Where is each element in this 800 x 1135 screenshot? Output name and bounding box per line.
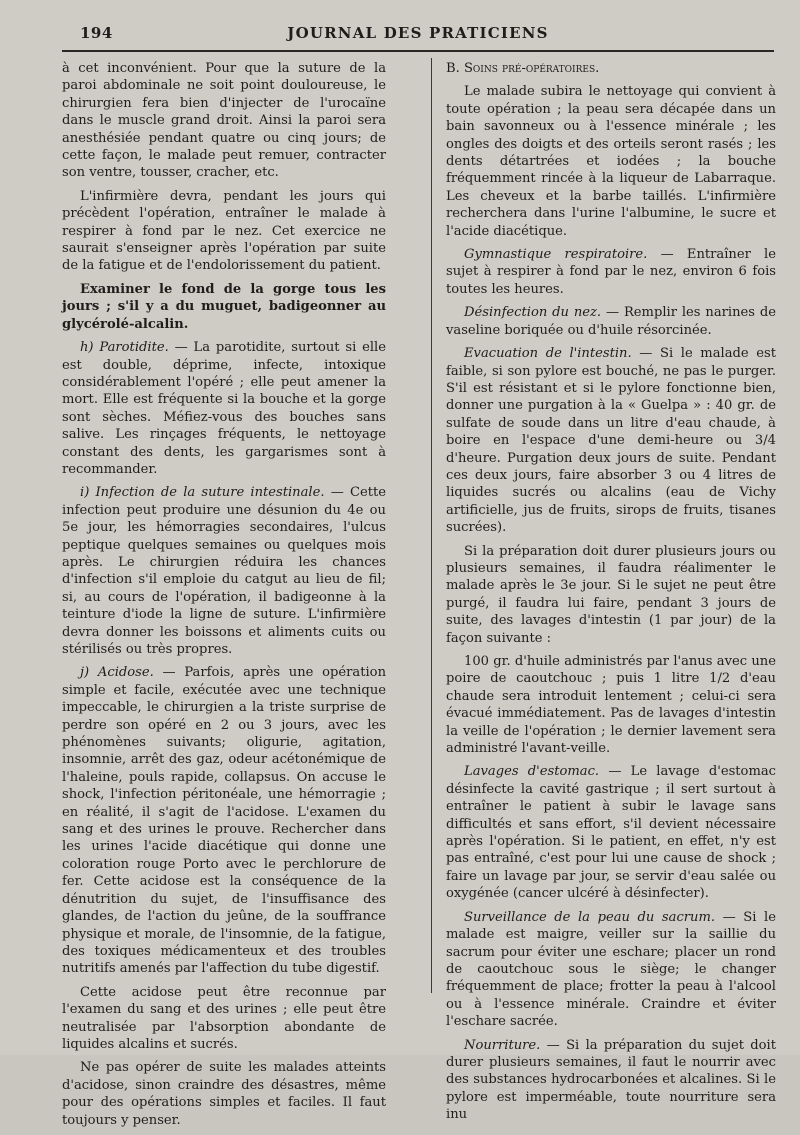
paragraph: i) Infection de la suture intestinale. — Cette infection peut produire une désunion du 4e ou 5e jour, les hémorragies secondaires, l'ulcus peptique quelques semaines ou quelques mois après. Le chirurgien réduira les chances d'infection s'il emploie du catgut au lieu de fil; si, au cours de l'opération, il badigeonne à la teinture d'iode la ligne de suture. L'infirmière devra donner les boissons et aliments cuits ou stérilisés ou très propres. <box>62 485 386 657</box>
page-number: 194 <box>80 24 113 42</box>
paragraph: Examiner le fond de la gorge tous les jours ; s'il y a du muguet, badigeonner au glycérolé-alcalin. <box>62 281 386 332</box>
section-label: Désinfection du nez. <box>464 305 602 321</box>
right-column <box>446 60 776 1130</box>
section-label: h) Parotidite. <box>80 340 169 356</box>
paragraph: Si la préparation doit durer plusieurs jours ou plusieurs semaines, il faudra réalimenter le malade après le 3e jour. Si le sujet ne peut être purgé, il faudra lui faire, pendant 3 jours de suite, des lavages d'intestin (1 par jour) de la façon suivante : <box>446 543 776 646</box>
paragraph: Lavages d'estomac. — Le lavage d'estomac désinfecte la cavité gastrique ; il sert surtout à entraîner le patient à subir le lavage sans difficultés et sans effort, s'il devient nécessaire après l'opération. Si le patient, en effet, n'y est pas entraîné, c'est pour lui une cause de shock ; faire un lavage par jour, se servir d'eau salée ou oxygénée (cancer ulcéré à désinfecter). <box>446 764 776 902</box>
section-label: i) Infection de la suture intestinale. <box>80 485 325 501</box>
paragraph: Cette acidose peut être reconnue par l'examen du sang et des urines ; elle peut être neutralisée par l'absorption abondante de liquides alcalins et sucrés. <box>62 984 386 1052</box>
paragraph: L'infirmière devra, pendant les jours qui précèdent l'opération, entraîner le malade à respirer à fond par le nez. Cet exercice ne saurait s'enseigner après l'opération par suite de la fatigue et de l'endolorissement du patient. <box>62 188 386 274</box>
section-label: Lavages d'estomac. <box>464 764 600 780</box>
paragraph: Ne pas opérer de suite les malades atteints d'acidose, sinon craindre des désastres, même pour des opérations simples et faciles. Il faut toujours y penser. <box>62 1060 386 1128</box>
section-label: Nourriture. <box>464 1037 541 1053</box>
header-rule <box>62 50 774 52</box>
column-divider <box>431 58 432 993</box>
paragraph: à cet inconvénient. Pour que la suture de la paroi abdominale ne soit point douloureuse, le chirurgien fera bien d'injecter de l'urocaïne dans le muscle grand droit. Ainsi la paroi sera anesthésiée pendant quatre ou cinq jours; de cette façon, le malade peut remuer, contracter son ventre, tousser, cracher, etc. <box>62 61 386 181</box>
section-label: Surveillance de la peau du sacrum. <box>464 909 716 925</box>
paragraph: h) Parotidite. — La parotidite, surtout si elle est double, déprime, infecte, intoxique considérablement l'opéré ; elle peut amener la mort. Elle est fréquente si la bouche et la gorge sont sèches. Méfiez-vous des bouches sans salive. Les rinçages fréquents, le nettoyage constant des dents, les gargarismes sont à recommander. <box>62 340 386 477</box>
paragraph: Nourriture. — Si la préparation du sujet doit durer plusieurs semaines, il faut le nourrir avec des substances hydrocarbonées et alcalines. Si le pylore est imperméable, toute nourriture sera inu <box>446 1037 776 1123</box>
paragraph: 100 gr. d'huile administrés par l'anus avec une poire de caoutchouc ; puis 1 litre 1/2 d'eau chaude sera introduit lentement ; celui-ci sera évacué immédiatement. Pas de lavages d'intestin la veille de l'opération ; le dernier lavement sera administré l'avant-veille. <box>446 654 776 757</box>
section-label: Evacuation de l'intestin. <box>464 346 632 362</box>
left-column <box>62 60 386 1135</box>
paragraph: j) Acidose. — Parfois, après une opération simple et facile, exécutée avec une technique impeccable, le chirurgien a la triste surprise de perdre son opéré en 2 ou 3 jours, avec les phénomènes suivants; oligurie, agitation, insomnie, arrêt des gaz, odeur acétonémique de l'haleine, pouls rapide, collapsus. On accuse le shock, l'infection péritonéale, une hémorragie ; en réalité, il s'agit de l'acidose. L'examen du sang et des urines le prouve. Rechercher dans les urines l'acide diacétique qui donne une coloration rouge Porto avec le perchlorure de fer. Cette acidose est la conséquence de la dénutrition du sujet, de l'insuffisance des glandes, de l'action du jeûne, de la souffrance physique et morale, de l'insomnie, de la fatigue, des toxiques médicamenteux et des troubles nutritifs amenés par l'affection du tube digestif. <box>62 665 386 977</box>
section-label: Gymnastique respiratoire. <box>464 247 648 263</box>
paragraph: Désinfection du nez. — Remplir les narines de vaseline boriquée ou d'huile résorcinée. <box>446 305 776 338</box>
journal-title: JOURNAL DES PRATICIENS <box>287 24 549 42</box>
paragraph: Evacuation de l'intestin. — Si le malade est faible, si son pylore est bouché, ne pas le purger. S'il est résistant et si le pylore fonctionne bien, donner une purgation à la « Guelpa » : 40 gr. de sulfate de soude dans un litre d'eau chaude, à boire en l'espace d'une demi-heure ou 3/4 d'heure. Purgation deux jours de suite. Pendant ces deux jours, faire absorber 3 ou 4 litres de liquides sucrés ou alcalins (eau de Vichy artificielle, jus de fruits, sirops de fruits, tisanes sucrées). <box>446 346 776 536</box>
paragraph: Gymnastique respiratoire. — Entraîner le sujet à respirer à fond par le nez, environ 6 fois toutes les heures. <box>446 247 776 297</box>
section-heading: B. Soins pré-opératoires. <box>446 61 600 76</box>
page-header <box>62 22 774 52</box>
paragraph: Le malade subira le nettoyage qui convient à toute opération ; la peau sera décapée dans un bain savonneux ou à l'essence minérale ; les ongles des doigts et des orteils seront rasés ; les dents détartrées et iodées ; la bouche fréquemment rincée à la liqueur de Labarraque. Les cheveux et la barbe taillés. L'infirmière recherchera dans l'urine l'albumine, le sucre et l'acide diacétique. <box>446 84 776 239</box>
paragraph: Surveillance de la peau du sacrum. — Si le malade est maigre, veiller sur la saillie du sacrum pour éviter une eschare; placer un rond de caoutchouc sous le siège; le changer fréquemment de place; frotter la peau à l'alcool ou à l'essence minérale. Craindre et éviter l'eschare sacrée. <box>446 909 776 1030</box>
section-label: j) Acidose. <box>80 665 154 681</box>
